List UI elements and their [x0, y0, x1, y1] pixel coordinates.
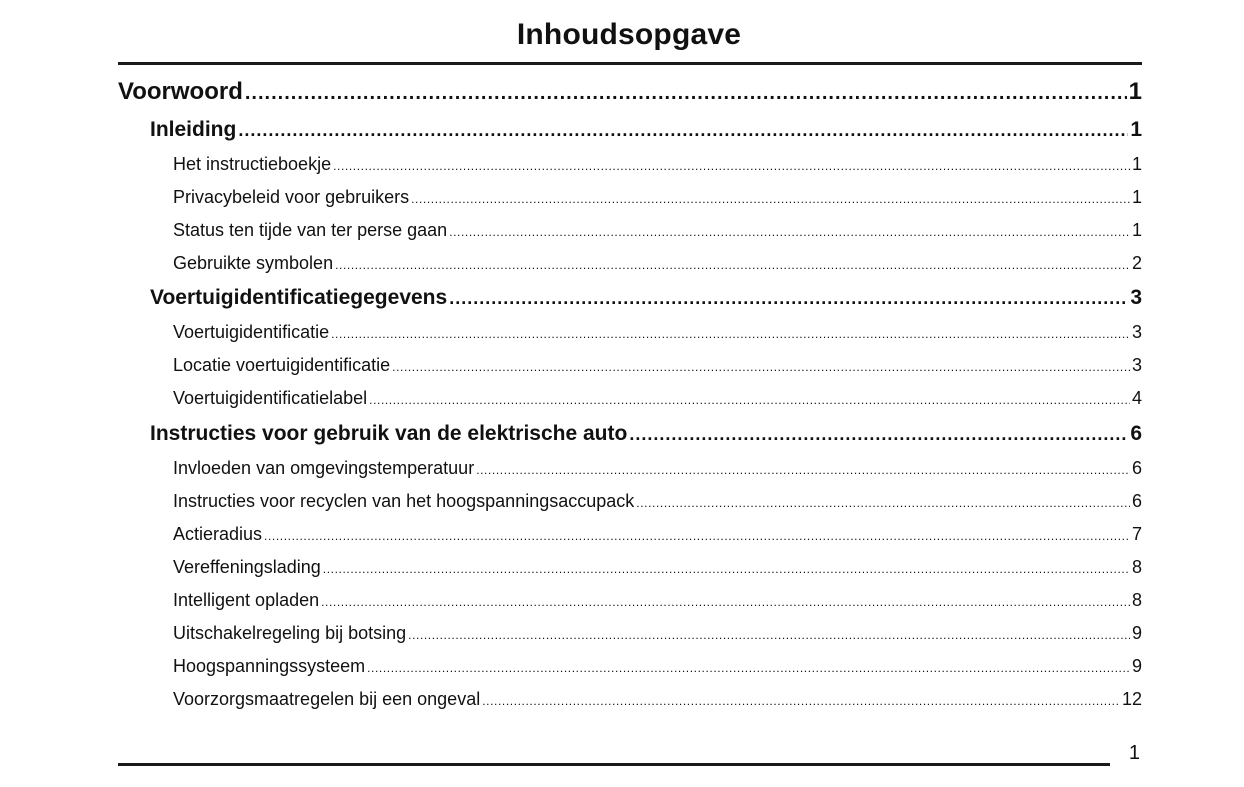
page-title: Inhoudsopgave: [516, 18, 742, 51]
toc-entry[interactable]: [173, 253, 1142, 274]
toc-entry[interactable]: [173, 524, 1142, 545]
toc-entry-label: Instructies voor recyclen van het hoogspanningsaccupack: [173, 491, 635, 511]
toc-leader-dots: [449, 288, 1128, 309]
toc-entry-label: Invloeden van omgevingstemperatuur: [173, 458, 475, 478]
toc-entry-label: Intelligent opladen: [173, 590, 320, 610]
toc-entry-label: Inleiding: [150, 118, 237, 141]
toc-entry[interactable]: [173, 187, 1142, 208]
toc-entry[interactable]: [173, 557, 1142, 578]
toc-leader-dots: [323, 562, 1130, 576]
toc-leader-dots: [629, 424, 1128, 445]
toc-entry-label: Gebruikte symbolen: [173, 253, 334, 273]
toc-entry-label: Privacybeleid voor gebruikers: [173, 187, 410, 207]
toc-entry-label: Voertuigidentificatie: [173, 322, 330, 342]
toc-entry-label: Voertuigidentificatielabel: [173, 388, 368, 408]
toc-leader-dots: [636, 496, 1130, 510]
toc-entry-label: Vereffeningslading: [173, 557, 321, 577]
toc-leader-dots: [367, 661, 1130, 675]
toc-entry-page: 1: [1131, 154, 1142, 174]
toc-entry[interactable]: [173, 458, 1142, 479]
toc-entry-page: 1: [1128, 78, 1142, 105]
toc-entry-page: 8: [1131, 590, 1142, 610]
toc-entry-page: 9: [1131, 656, 1142, 676]
toc-leader-dots: [245, 82, 1127, 105]
toc-entry-page: 6: [1131, 491, 1142, 511]
toc-leader-dots: [482, 694, 1120, 708]
toc-entry-page: 1: [1131, 187, 1142, 207]
toc-entry-label: Hoogspanningssysteem: [173, 656, 366, 676]
toc-entry-page: 6: [1131, 458, 1142, 478]
toc-leader-dots: [476, 463, 1130, 477]
toc-leader-dots: [449, 225, 1130, 239]
toc-entry-label: Het instructieboekje: [173, 154, 332, 174]
toc-entry-page: 7: [1131, 524, 1142, 544]
toc-entry-page: 9: [1131, 623, 1142, 643]
toc-entry-label: Uitschakelregeling bij botsing: [173, 623, 407, 643]
toc-entry-label: Status ten tijde van ter perse gaan: [173, 220, 448, 240]
page-number: 1: [1128, 742, 1140, 764]
toc-entry-page: 4: [1131, 388, 1142, 408]
bottom-divider: [118, 763, 1110, 766]
toc-entry-page: 2: [1131, 253, 1142, 273]
toc-leader-dots: [411, 192, 1130, 206]
toc-entry-page: 1: [1130, 118, 1142, 141]
toc-leader-dots: [333, 159, 1130, 173]
toc-entry-label: Instructies voor gebruik van de elektrische auto: [150, 422, 628, 445]
toc-leader-dots: [331, 327, 1130, 341]
toc-entry[interactable]: [150, 286, 1142, 310]
toc-entry-label: Voorwoord: [118, 78, 243, 105]
toc-entry[interactable]: [173, 355, 1142, 376]
toc-entry[interactable]: [173, 623, 1142, 644]
toc-entry-label: Voertuigidentificatiegegevens: [150, 286, 448, 309]
toc-entry-page: 3: [1131, 322, 1142, 342]
toc-entry[interactable]: [150, 422, 1142, 446]
toc-entry[interactable]: [173, 656, 1142, 677]
toc-entry-page: 1: [1131, 220, 1142, 240]
toc-leader-dots: [408, 628, 1130, 642]
toc-entry[interactable]: [173, 491, 1142, 512]
toc-entry-label: Actieradius: [173, 524, 263, 544]
toc-leader-dots: [264, 529, 1130, 543]
toc-entry[interactable]: [173, 322, 1142, 343]
toc-entry[interactable]: [173, 220, 1142, 241]
toc-leader-dots: [369, 393, 1130, 407]
toc-entry-label: Voorzorgsmaatregelen bij een ongeval: [173, 689, 481, 709]
toc-entry-label: Locatie voertuigidentificatie: [173, 355, 391, 375]
toc-leader-dots: [238, 120, 1128, 141]
toc-entry[interactable]: [173, 154, 1142, 175]
toc-entry-page: 3: [1131, 355, 1142, 375]
toc-entry[interactable]: [173, 590, 1142, 611]
toc-entry[interactable]: [173, 388, 1142, 409]
toc-entry[interactable]: [150, 118, 1142, 142]
toc-entry-page: 3: [1130, 286, 1142, 309]
toc-leader-dots: [335, 258, 1130, 272]
toc-leader-dots: [392, 360, 1130, 374]
toc-leader-dots: [321, 595, 1130, 609]
toc-entry-page: 12: [1121, 689, 1142, 709]
toc-entry[interactable]: [173, 689, 1142, 710]
toc-entry[interactable]: [118, 78, 1142, 106]
toc-entry-page: 6: [1130, 422, 1142, 445]
toc-entry-page: 8: [1131, 557, 1142, 577]
